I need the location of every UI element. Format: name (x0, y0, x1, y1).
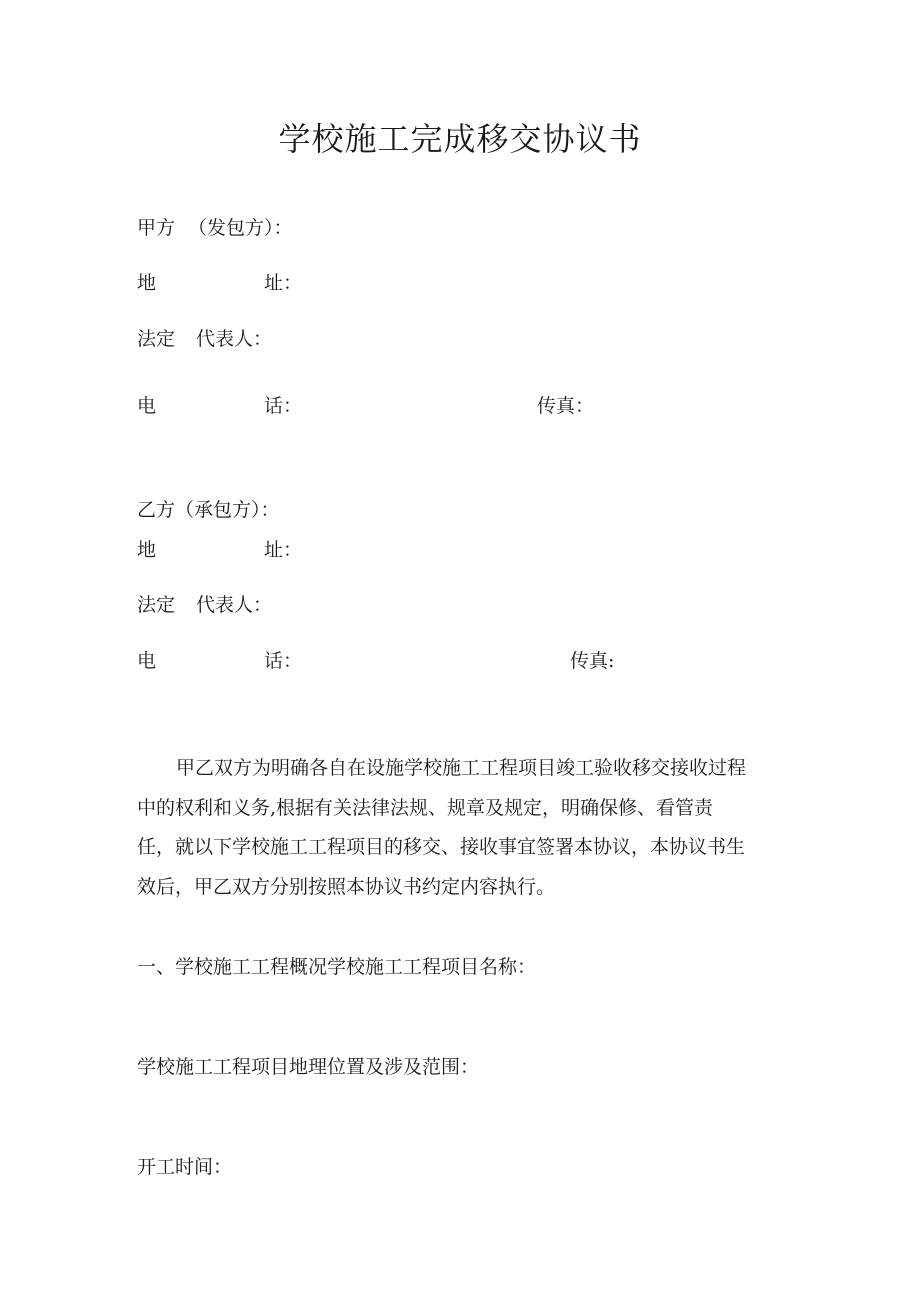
party-b-phone-label-1: 电 (137, 650, 157, 672)
party-b-address-label-1: 地 (137, 539, 157, 561)
party-b-fax-label: 传真: (570, 650, 615, 672)
party-a-phone-label-1: 电 (137, 395, 157, 417)
start-time-label: 开工时间： (137, 1156, 233, 1178)
party-a-label: 甲方 (137, 217, 176, 239)
party-b-rep-label-2: 代表人： (196, 594, 273, 616)
intro-line: 效后，甲乙双方分别按照本协议书约定内容执行。 (137, 875, 556, 898)
intro-line: 甲乙双方为明确各自在设施学校施工工程项目竣工验收移交接收过程 (176, 757, 747, 779)
party-a-rep-label-2: 代表人： (196, 328, 273, 350)
party-a-role: （发包方）： (188, 217, 293, 239)
party-b-label: 乙方（承包方）： (137, 499, 280, 521)
party-b-rep-label-1: 法定 (137, 594, 176, 616)
party-a-rep-label-1: 法定 (137, 328, 176, 350)
party-a-address-label-1: 地 (137, 272, 157, 294)
project-location-label: 学校施工工程项目地理位置及涉及范围： (137, 1056, 480, 1078)
party-b-phone-label-2: 话： (264, 650, 303, 672)
section-1-heading: 一、学校施工工程概况学校施工工程项目名称： (137, 956, 537, 978)
intro-paragraph (137, 749, 787, 907)
intro-line: 任，就以下学校施工工程项目的移交、接收事宜签署本协议，本协议书生 (137, 836, 746, 858)
intro-line: 中的权利和义务,根据有关法律法规、规章及规定，明确保修、看管责 (137, 796, 714, 819)
party-a-phone-label-2: 话： (264, 395, 303, 417)
party-a-fax-label: 传真： (537, 395, 595, 417)
page-title: 学校施工完成移交协议书 (278, 120, 642, 158)
party-a-address-label-2: 址： (264, 272, 303, 294)
party-b-address-label-2: 址： (264, 539, 303, 561)
